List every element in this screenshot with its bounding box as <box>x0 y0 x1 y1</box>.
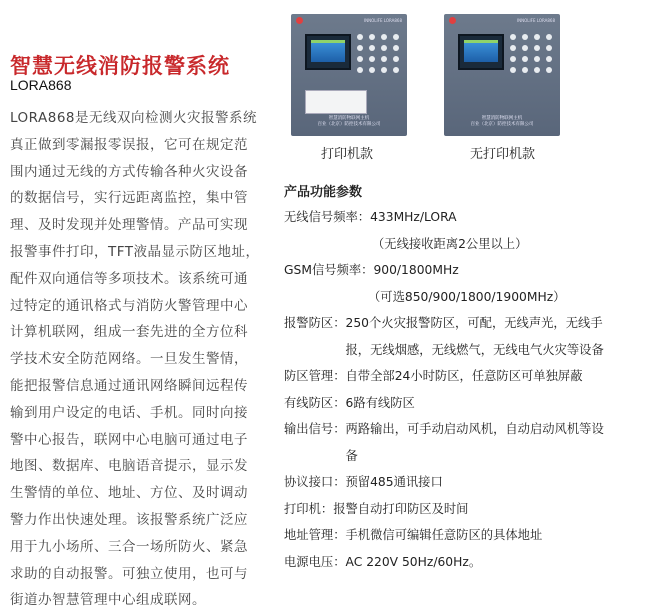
lcd-screen <box>305 34 351 70</box>
param-gsm-freq <box>284 257 614 284</box>
brand-logo-icon <box>296 17 303 24</box>
keypad <box>357 34 401 74</box>
page-title: 智慧无线消防报警系统 <box>10 54 230 78</box>
param-value: 手机微信可编辑任意防区的具体地址 <box>345 528 543 542</box>
param-key: 地址管理： <box>284 528 346 542</box>
param-key: GSM信号频率： <box>284 263 374 277</box>
param-value: AC 220V 50Hz/60Hz。 <box>345 554 482 569</box>
param-address <box>284 522 614 549</box>
param-protocol <box>284 469 614 496</box>
param-value: 报警自动打印防区及时间 <box>333 501 469 516</box>
param-gsm-note <box>284 284 614 311</box>
caption-with-printer: 打印机款 <box>321 147 374 162</box>
param-key: 有线防区： <box>284 395 346 410</box>
param-note: （无线接收距离2公里以上） <box>372 236 528 251</box>
param-key: 打印机： <box>284 501 334 516</box>
param-output <box>284 416 614 469</box>
param-value: 6路有线防区 <box>345 395 415 410</box>
product-description: LORA868是无线双向检测火灾报警系统真正做到零漏报零误报，它可在规定范围内通过无线的方式传输各种火灾设备的数据信号，实行远距离监控，集中管理、及时发现并处理警情。产品可实现报警事件打印，TFT液晶显示防区地址，配件双向通信等多项技术。该系统可通过特定的通讯格式与消防火警管理中心计算机联网，组成一套先进的全方位科学技术安全防范网络。一旦发生警情，能把报警信息通过通讯网络瞬间远程传输到用户设定的电话、手机。同时向接警中心报告，联网中心电脑可通过电子地图、数据库、电脑语音提示，显示发生警情的单位、地址、方位、及时调动警力作出快速处理。该报警系统广泛应用于九小场所、三合一场所防火、紧急求助的自动报警。可独立使用，也可与街道办智慧管理中心组成联网。 <box>10 110 260 609</box>
device-label: 智慧消防物联网主机 <box>328 116 370 121</box>
device-company: 百业（北京）防控技术有限公司 <box>470 122 534 127</box>
param-zone-mgmt <box>284 363 614 390</box>
lcd-screen <box>458 34 504 70</box>
param-wired-zone <box>284 390 614 417</box>
param-printer <box>284 496 614 523</box>
param-key: 输出信号： <box>284 422 346 436</box>
product-image-without-printer <box>444 14 560 136</box>
param-key: 协议接口： <box>284 475 346 489</box>
param-key: 防区管理： <box>284 369 346 383</box>
param-key: 无线信号频率： <box>284 210 371 224</box>
param-value: 900/1800MHz <box>373 263 459 277</box>
param-value: 自带全部24小时防区，任意防区可单独屏蔽 <box>345 369 583 383</box>
device-model: INNOLIFE LORA868 <box>516 17 555 23</box>
param-value: 预留485通讯接口 <box>345 475 443 489</box>
printer-slot <box>305 90 367 114</box>
param-wireless-freq <box>284 204 614 231</box>
param-power <box>284 549 614 576</box>
param-value: 250个火灾报警防区，可配，无线声光，无线手报，无线烟感，无线燃气，无线电气火灾等设备 <box>345 316 604 357</box>
device-label: 智慧消防物联网主机 <box>481 116 523 121</box>
params-list <box>284 204 614 575</box>
page-subtitle: LORA868 <box>10 77 72 93</box>
params-title: 产品功能参数 <box>284 185 363 200</box>
product-image-with-printer <box>291 14 407 136</box>
keypad <box>510 34 554 74</box>
device-company: 百业（北京）防控技术有限公司 <box>317 122 381 127</box>
param-value: 两路输出，可手动启动风机，自动启动风机等设备 <box>345 422 604 463</box>
param-value: 433MHz/LORA <box>370 210 457 224</box>
param-wireless-note <box>284 231 614 258</box>
param-note: （可选850/900/1800/1900MHz） <box>368 289 566 304</box>
brand-logo-icon <box>449 17 456 24</box>
device-model: INNOLIFE LORA868 <box>363 17 402 23</box>
caption-without-printer: 无打印机款 <box>470 147 536 162</box>
param-key: 电源电压： <box>284 554 346 569</box>
param-key: 报警防区： <box>284 316 346 330</box>
param-alarm-zone <box>284 310 614 363</box>
